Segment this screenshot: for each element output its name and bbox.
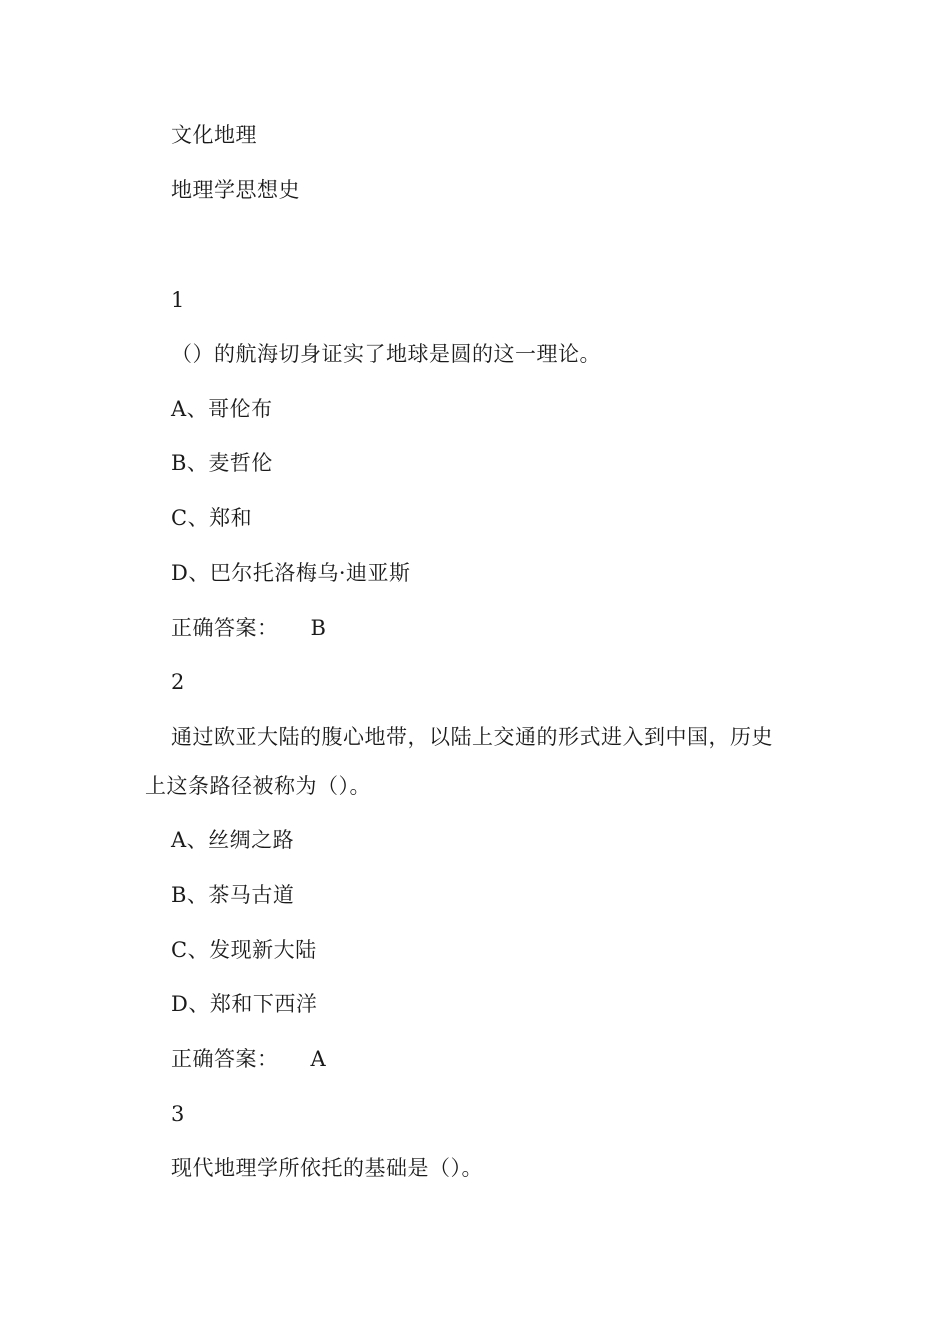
option-d: D、巴尔托洛梅乌·迪亚斯	[171, 561, 411, 585]
question-stem-line1: 通过欧亚大陆的腹心地带，以陆上交通的形式进入到中国，历史	[171, 725, 773, 749]
course-title: 地理学思想史	[171, 178, 300, 202]
question-stem-line2: 上这条路径被称为（）。	[145, 774, 371, 798]
correct-answer	[171, 1045, 326, 1073]
answer-label: 正确答案：	[171, 1047, 279, 1071]
question-number: 2	[171, 670, 185, 694]
answer-value: B	[310, 616, 327, 640]
option-c: C、发现新大陆	[171, 938, 317, 962]
question-stem: （）的航海切身证实了地球是圆的这一理论。	[171, 342, 601, 366]
answer-label: 正确答案：	[171, 616, 279, 640]
option-c: C、郑和	[171, 506, 253, 530]
option-d: D、郑和下西洋	[171, 992, 318, 1016]
correct-answer	[171, 614, 326, 642]
question-number: 1	[171, 288, 185, 312]
option-b: B、茶马古道	[171, 883, 295, 907]
answer-value: A	[310, 1047, 327, 1071]
option-a: A、哥伦布	[171, 397, 273, 421]
option-b: B、麦哲伦	[171, 451, 273, 475]
option-a: A、丝绸之路	[171, 828, 295, 852]
course-category: 文化地理	[171, 123, 257, 147]
question-number: 3	[171, 1102, 185, 1126]
question-stem: 现代地理学所依托的基础是（）。	[171, 1156, 483, 1180]
